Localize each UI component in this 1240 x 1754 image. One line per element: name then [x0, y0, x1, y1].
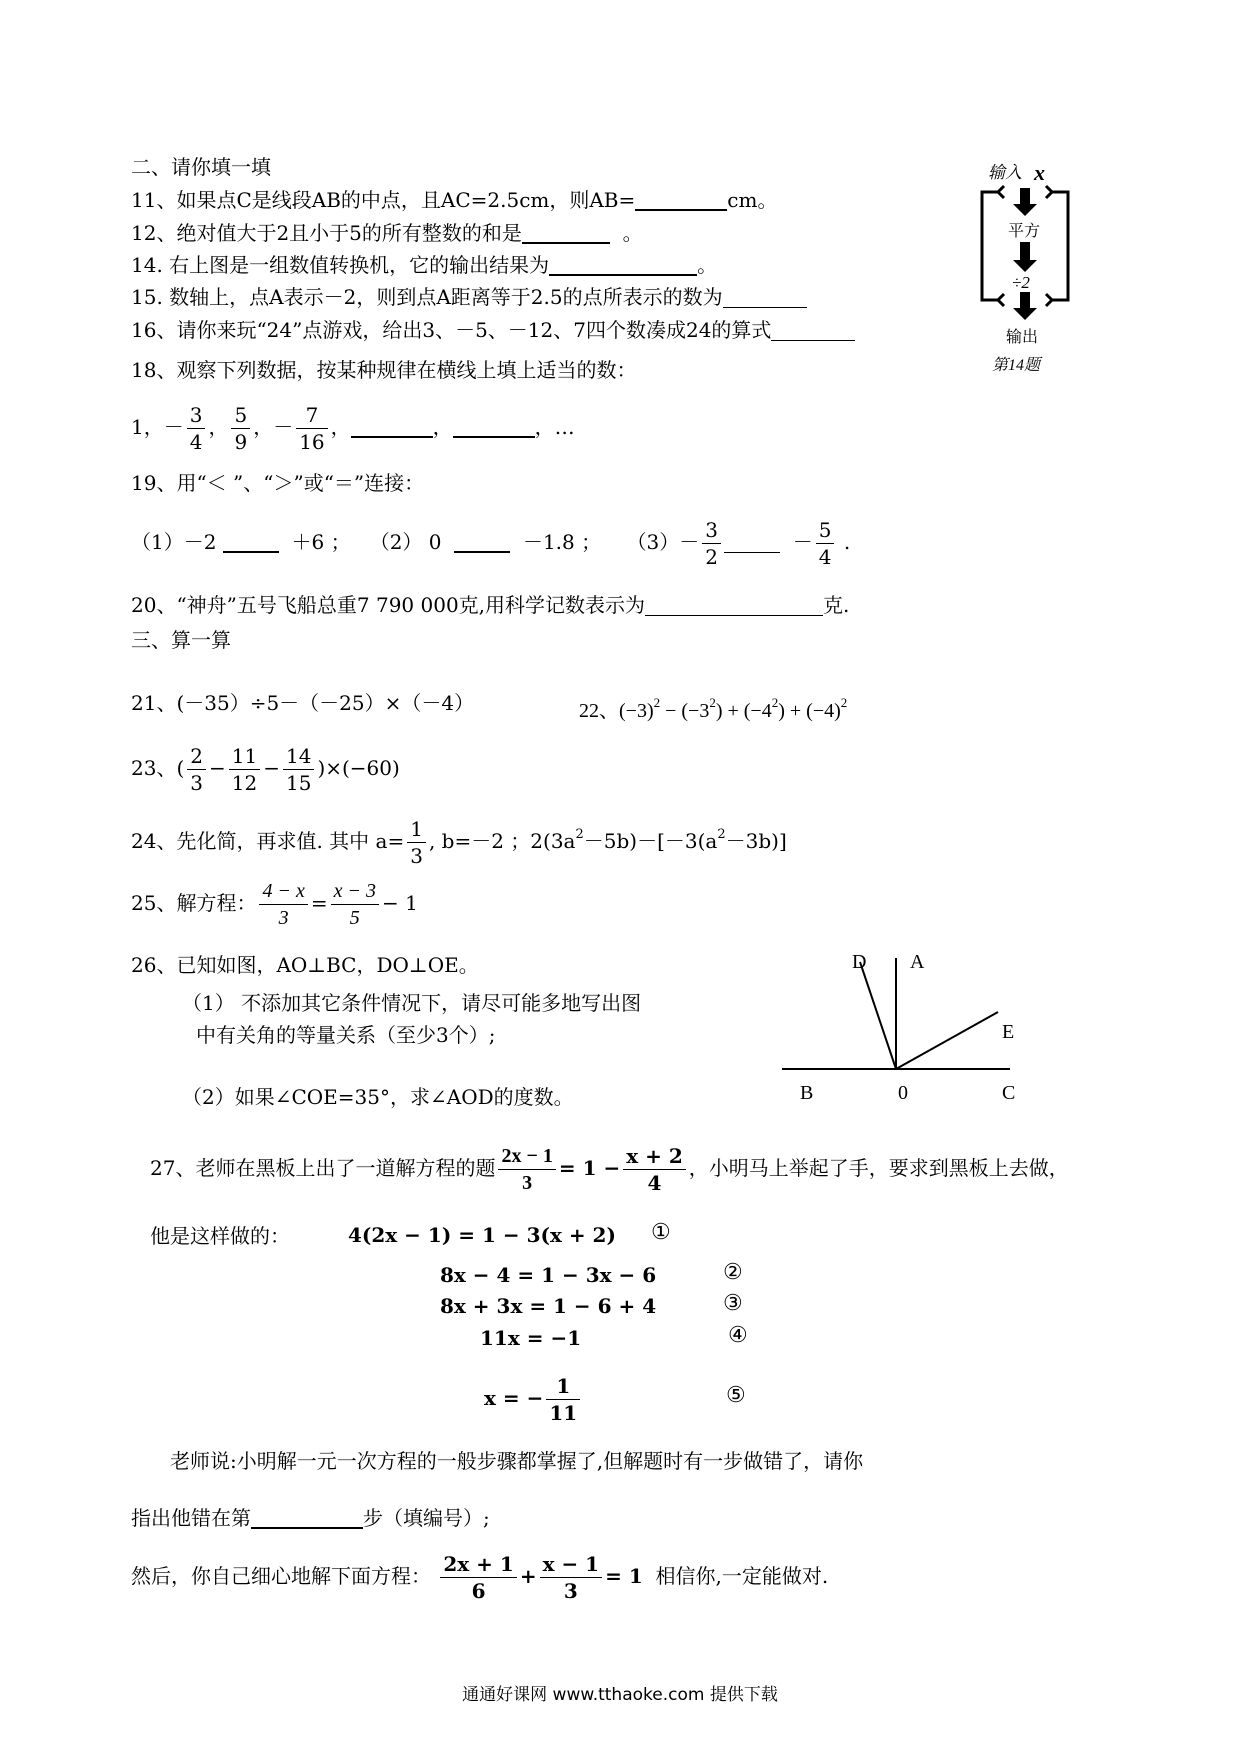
q20-answer-blank[interactable]: [645, 595, 823, 616]
q19-blank-2[interactable]: [454, 531, 510, 553]
q23-f3-den: 15: [285, 771, 312, 795]
q15-answer-blank[interactable]: [723, 287, 807, 308]
machine-input-x: x: [1034, 160, 1045, 185]
machine-square-step: 平方: [1008, 223, 1041, 240]
q18-sep-2: ，: [253, 415, 274, 439]
machine-right-bottom-hook: [1046, 294, 1052, 306]
q22-exp-1: 2: [653, 695, 661, 710]
q27-equals: = 1 −: [558, 1156, 621, 1180]
question-27: [150, 1138, 1069, 1198]
q18-sequence: [131, 397, 575, 457]
q27-then: [131, 1546, 828, 1606]
q26-part-1b: 中有关角的等量关系（至少3个）;: [196, 1023, 496, 1047]
q23-f2-num: 11: [229, 743, 260, 770]
q24-rest-3: －3b)]: [725, 829, 787, 853]
q27-point: [131, 1505, 490, 1531]
q20-text: 20、“神舟”五号飞船总重7 790 000克,用科学记数表示为: [131, 593, 646, 617]
question-24: [131, 805, 787, 868]
q27-after: ，小明马上举起了手，要求到黑板上去做，: [688, 1156, 1069, 1180]
q22-part-3: ) + (−4: [715, 700, 772, 722]
q27-teacher: 老师说:小明解一元一次方程的一般步骤都掌握了,但解题时有一步做错了，请你: [170, 1449, 864, 1473]
q19-f2-num: 5: [816, 517, 835, 544]
q19-p3-minus: －: [792, 530, 813, 554]
question-25: [131, 873, 418, 933]
q12-suffix: 。: [622, 221, 643, 245]
q27-f2-num: x + 2: [623, 1143, 686, 1170]
q23-fraction-3: [283, 743, 314, 796]
q27-mark-5: ⑤: [726, 1383, 746, 1408]
q27-mark-1: ①: [651, 1220, 671, 1245]
section-2-heading: 二、请你填一填: [131, 155, 271, 179]
q27-trust: 相信你,一定能做对.: [655, 1564, 829, 1588]
q18-answer-blank-1[interactable]: [351, 416, 433, 438]
question-12: [131, 220, 643, 246]
q27-mark-3: ③: [723, 1291, 743, 1316]
q27-step-1: 4(2x − 1) = 1 − 3(x + 2): [348, 1223, 616, 1247]
machine-left-bottom-hook: [998, 294, 1004, 306]
q27-g2-fraction: [540, 1551, 603, 1604]
q19-blank-3[interactable]: [724, 532, 780, 553]
q27-intro: 他是这样做的：: [150, 1224, 290, 1248]
q24-exp-1: 2: [575, 827, 584, 842]
q27-fraction-1: [498, 1143, 555, 1196]
q23-f1-num: 2: [187, 743, 206, 770]
q27-g1-den: 6: [471, 1579, 486, 1603]
q27-g2-den: 3: [563, 1579, 578, 1603]
machine-right-top-hook: [1046, 186, 1052, 198]
question-22: [579, 690, 847, 724]
q23-minus-1: −: [209, 756, 226, 780]
q19-p2-left: （2） 0: [369, 530, 442, 554]
machine-left-top-hook: [998, 186, 1004, 198]
q14-suffix: 。: [697, 253, 718, 277]
q22-part-4: ) + (−4): [778, 700, 841, 722]
label-d: D: [852, 951, 867, 973]
label-b: B: [800, 1082, 814, 1104]
q18-f3-den: 16: [299, 430, 325, 454]
q16-answer-blank[interactable]: [771, 320, 855, 341]
q27-step-3: 8x + 3x = 1 − 6 + 4: [440, 1294, 657, 1318]
page-footer: 通通好课网 www.tthaoke.com 提供下载: [462, 1685, 778, 1705]
q22-exp-4: 2: [840, 695, 848, 710]
label-a: A: [910, 951, 925, 973]
q24-exp-2: 2: [717, 827, 726, 842]
q27-equals-one: = 1: [605, 1564, 643, 1588]
q27-step-2: 8x − 4 = 1 − 3x − 6: [440, 1263, 657, 1287]
q19-f1-den: 2: [705, 545, 719, 569]
q27-fraction-2: [623, 1143, 686, 1196]
question-19: 19、用“＜ ”、“＞”或“＝”连接：: [131, 471, 425, 495]
label-o: 0: [898, 1082, 908, 1104]
q27-step5-den: 11: [549, 1401, 578, 1425]
q18-fraction-2: [231, 402, 250, 455]
q23-minus-2: −: [263, 756, 280, 780]
q12-text: 12、绝对值大于2且小于5的所有整数的和是: [131, 221, 522, 245]
machine-right-frame: [1052, 192, 1068, 300]
q18-f1-sign: －: [163, 415, 184, 439]
machine-arrow-down-icon: [1013, 188, 1037, 216]
q24-rest-2: －5b)－[－3(a: [583, 829, 718, 853]
q26-angle-diagram: [770, 946, 1030, 1116]
q18-f1-den: 4: [189, 430, 203, 454]
machine-arrow-down-icon: [1013, 242, 1037, 272]
q18-sep-3: ，: [330, 415, 351, 439]
q18-ellipsis: ，…: [534, 415, 575, 439]
q18-answer-blank-2[interactable]: [453, 416, 535, 438]
q19-f2-den: 4: [818, 545, 832, 569]
q18-fraction-1: [187, 402, 206, 455]
q12-answer-blank[interactable]: [522, 222, 610, 244]
question-18: 18、观察下列数据，按某种规律在横线上填上适当的数：: [131, 358, 637, 382]
q25-f1-num: 4 − x: [259, 878, 307, 905]
q19-period: .: [843, 530, 851, 554]
q25-fraction-1: [259, 878, 307, 931]
conversion-machine-diagram: [970, 156, 1080, 386]
label-e: E: [1002, 1021, 1015, 1043]
q27-g1-num: 2x + 1: [440, 1551, 516, 1578]
question-14: [131, 252, 717, 278]
q26-part-1a: （1） 不添加其它条件情况下，请尽可能多地写出图: [182, 991, 642, 1015]
section-3-heading: 三、算一算: [131, 628, 231, 652]
q18-first: 1，: [131, 415, 164, 439]
q18-f3-sign: －: [273, 415, 294, 439]
q19-blank-1[interactable]: [223, 531, 279, 553]
q27-step-answer-blank[interactable]: [251, 1507, 363, 1529]
question-26: 26、已知如图，AO⊥BC，DO⊥OE。: [131, 953, 479, 977]
q11-suffix: cm。: [727, 188, 778, 212]
q27-g2-num: x − 1: [540, 1551, 603, 1578]
q27-mark-2: ②: [723, 1260, 743, 1285]
q19-p1-left: （1）－2: [131, 530, 217, 554]
q18-sep-1: ，: [208, 415, 229, 439]
q18-f2-den: 9: [234, 430, 248, 454]
q27-text: 27、老师在黑板上出了一道解方程的题: [150, 1156, 496, 1180]
q22-part-2: − (−3: [660, 700, 710, 722]
q20-suffix: 克.: [823, 593, 850, 617]
q27-plus: +: [519, 1564, 537, 1588]
q25-tail: − 1: [381, 891, 418, 915]
q18-f1-num: 3: [187, 402, 206, 429]
q27-point-b: 步（填编号）;: [363, 1506, 490, 1530]
q27-mark-4: ④: [728, 1323, 748, 1348]
q19-f1-num: 3: [702, 517, 721, 544]
q24-f-num: 1: [407, 816, 426, 843]
q27-g1-fraction: [440, 1551, 516, 1604]
q22-label: 22、: [579, 700, 619, 722]
q18-sep-4: ，: [432, 415, 453, 439]
q27-f1-num: 2x − 1: [498, 1143, 555, 1170]
question-21: 21、(－35）÷5－（－25）×（－4）: [131, 691, 475, 715]
question-16: [131, 317, 855, 343]
q19-fraction-1: [702, 517, 721, 570]
q25-f1-den: 3: [278, 907, 289, 929]
machine-input-label: 输入: [988, 163, 1022, 182]
machine-divide-step: ÷2: [1012, 273, 1030, 292]
q18-f2-num: 5: [231, 402, 250, 429]
q11-answer-blank[interactable]: [635, 189, 727, 211]
q24-f-den: 3: [410, 844, 423, 868]
q27-then-text: 然后，你自己细心地解下面方程：: [131, 1564, 431, 1588]
q23-f2-den: 12: [231, 771, 258, 795]
q22-exp-2: 2: [709, 695, 716, 710]
q23-tail: )×(−60): [317, 756, 400, 780]
question-11: [131, 187, 777, 213]
question-20: [131, 592, 849, 618]
machine-arrow-down-icon: [1013, 292, 1037, 320]
q22-part-1: (−3): [619, 700, 654, 722]
q23-f3-num: 14: [283, 743, 314, 770]
q19-p1-right: ＋6 ；: [291, 530, 351, 554]
q27-f2-den: 4: [647, 1171, 662, 1195]
label-c: C: [1002, 1082, 1016, 1104]
q26-part-2: （2）如果∠COE=35°，求∠AOD的度数。: [182, 1085, 574, 1109]
machine-output-label: 输出: [1006, 329, 1039, 346]
q24-rest: , b=－2 ；2(3a: [428, 829, 576, 853]
q19-p2-right: －1.8 ；: [522, 530, 602, 554]
q27-f1-den: 3: [522, 1172, 533, 1194]
q14-text: 14. 右上图是一组数值转换机，它的输出结果为: [131, 253, 550, 277]
q24-text: 24、先化简，再求值. 其中 a=: [131, 829, 405, 853]
q15-text: 15. 数轴上，点A表示－2，则到点A距离等于2.5的点所表示的数为: [131, 285, 723, 309]
q23-label: 23、(: [131, 756, 185, 780]
question-15: [131, 284, 807, 310]
q23-fraction-1: [187, 743, 206, 796]
q14-answer-blank[interactable]: [549, 254, 697, 276]
q25-fraction-2: [331, 878, 379, 931]
q27-point-a: 指出他错在第: [131, 1506, 251, 1530]
q18-f3-num: 7: [296, 402, 327, 429]
q23-fraction-2: [229, 743, 260, 796]
q25-equals: =: [310, 891, 328, 915]
q25-f2-num: x − 3: [331, 878, 379, 905]
q11-text: 11、如果点C是线段AB的中点，且AC=2.5cm，则AB=: [131, 188, 636, 212]
q27-step-5: [484, 1368, 583, 1428]
q18-fraction-3: [296, 402, 327, 455]
q22-exp-3: 2: [771, 695, 779, 710]
q16-text: 16、请你来玩“24”点游戏，给出3、－5、－12、7四个数凑成24的算式: [131, 318, 772, 342]
q27-step5-fraction: [546, 1373, 580, 1426]
machine-caption: 第14题: [992, 357, 1041, 374]
q27-step5-lhs: x = −: [484, 1386, 544, 1410]
machine-left-frame: [982, 192, 998, 300]
q19-fraction-2: [816, 517, 835, 570]
ray-od: [860, 962, 896, 1069]
q23-f1-den: 3: [190, 771, 203, 795]
ray-oe: [896, 1012, 998, 1069]
q27-step5-num: 1: [546, 1373, 580, 1400]
q25-f2-den: 5: [349, 907, 360, 929]
q19-comparisons: [131, 512, 850, 572]
q25-text: 25、解方程：: [131, 891, 257, 915]
q19-p3-left: （3）－: [626, 530, 700, 554]
q27-step-4: 11x = −1: [480, 1326, 582, 1350]
question-23: [131, 738, 400, 798]
q24-fraction: [407, 816, 426, 869]
